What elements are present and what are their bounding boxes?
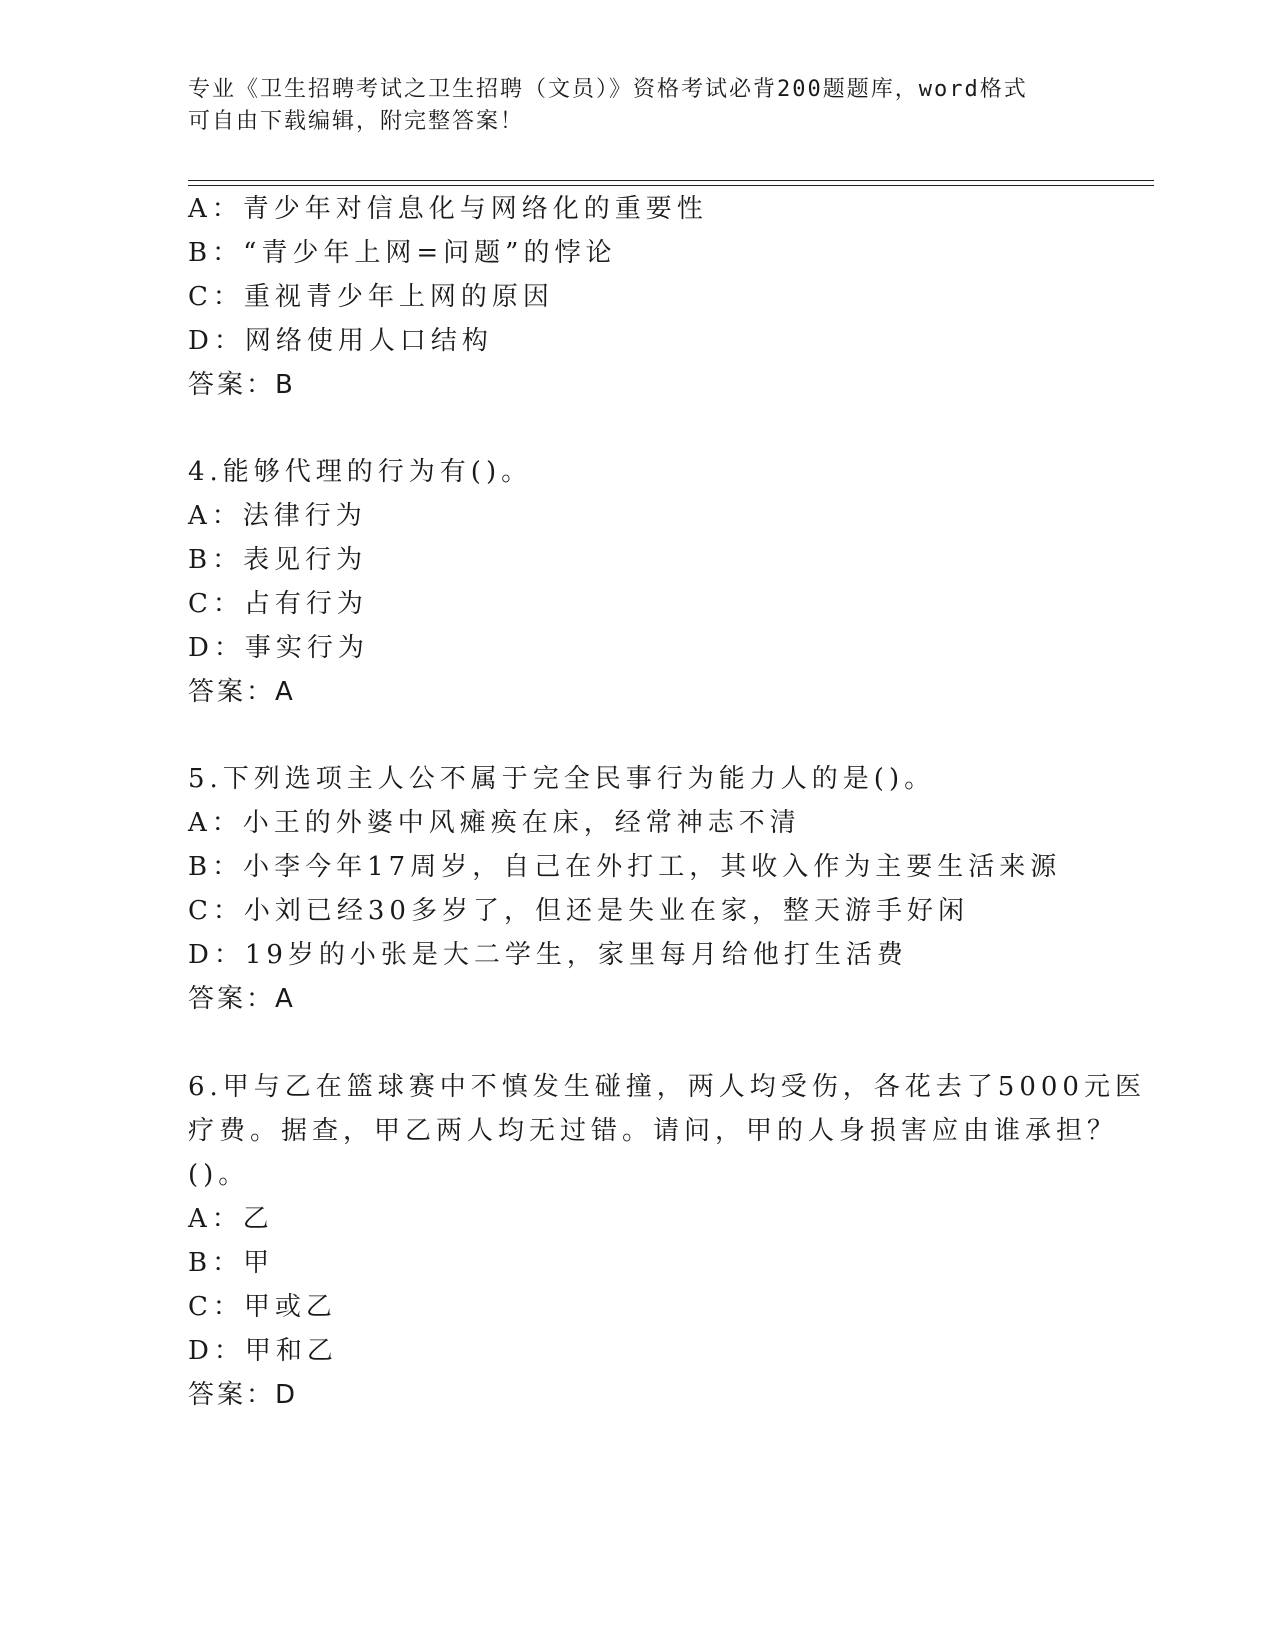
q6-answer: 答案：D <box>188 1380 299 1410</box>
q3-option-a: A：青少年对信息化与网络化的重要性 <box>188 194 708 224</box>
header-divider-top <box>188 180 1154 181</box>
q3-option-b: B：“青少年上网=问题”的悖论 <box>188 238 617 268</box>
document-header <box>188 74 1088 138</box>
header-line-1: 专业《卫生招聘考试之卫生招聘（文员）》资格考试必背200题题库，word格式 <box>188 77 1028 102</box>
q6-option-a: A：乙 <box>188 1204 274 1234</box>
q6-stem-line-3: ()。 <box>188 1160 250 1190</box>
q3-option-c: C：重视青少年上网的原因 <box>188 282 554 312</box>
q3-answer: 答案：B <box>188 370 296 400</box>
header-line-2: 可自由下载编辑，附完整答案！ <box>188 109 525 134</box>
q4-option-b: B：表见行为 <box>188 545 368 575</box>
q5-option-d: D：19岁的小张是大二学生，家里每月给他打生活费 <box>188 940 908 970</box>
header-divider-bottom <box>188 185 1154 186</box>
q4-stem: 4.能够代理的行为有()。 <box>188 457 533 487</box>
q5-stem: 5.下列选项主人公不属于完全民事行为能力人的是()。 <box>188 764 936 794</box>
q6-option-c: C：甲或乙 <box>188 1292 337 1322</box>
q6-option-b: B：甲 <box>188 1248 275 1278</box>
q5-option-a: A：小王的外婆中风瘫痪在床，经常神志不清 <box>188 808 801 838</box>
q5-answer: 答案：A <box>188 984 296 1014</box>
q6-stem-line-2: 疗费。据查，甲乙两人均无过错。请问，甲的人身损害应由谁承担？ <box>188 1116 1119 1146</box>
q6-option-d: D：甲和乙 <box>188 1336 338 1366</box>
q3-option-d: D：网络使用人口结构 <box>188 326 493 356</box>
q4-option-d: D：事实行为 <box>188 633 369 663</box>
q4-option-c: C：占有行为 <box>188 589 368 619</box>
q6-stem-line-1: 6.甲与乙在篮球赛中不慎发生碰撞，两人均受伤，各花去了5000元医 <box>188 1072 1146 1102</box>
q5-option-b: B：小李今年17周岁，自己在外打工，其收入作为主要生活来源 <box>188 852 1062 882</box>
q4-answer: 答案：A <box>188 677 296 707</box>
q4-option-a: A：法律行为 <box>188 501 367 531</box>
q5-option-c: C：小刘已经30多岁了，但还是失业在家，整天游手好闲 <box>188 896 969 926</box>
